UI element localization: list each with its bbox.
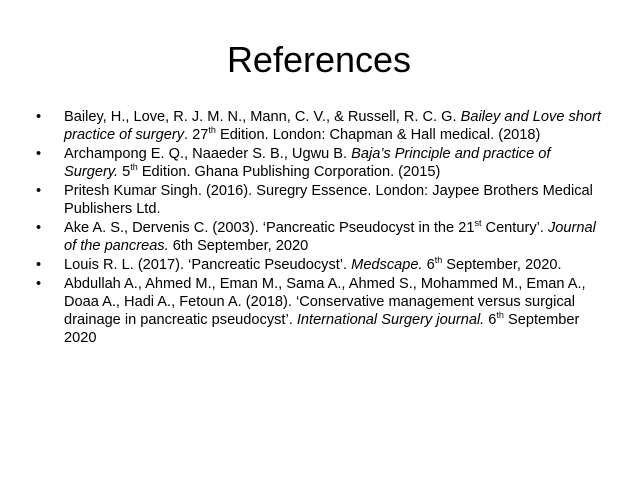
reference-list xyxy=(36,108,602,348)
bullet-icon: • xyxy=(36,183,42,199)
superscript: th xyxy=(496,310,504,321)
bullet-icon: • xyxy=(36,109,42,125)
reference-text: 6 xyxy=(422,257,435,273)
superscript: th xyxy=(130,162,138,173)
bullet-icon: • xyxy=(36,220,42,236)
reference-text: 5 xyxy=(118,164,131,180)
reference-title: Baja’s Principle and practice of Surgery. xyxy=(64,146,551,180)
reference-text: . 27 xyxy=(184,127,209,143)
slide-title: References xyxy=(226,39,412,80)
superscript: th xyxy=(434,255,443,266)
reference-text: Louis R. L. (2017). ‘Pancreatic Pseudocyst’. xyxy=(64,257,352,273)
reference-text: Archampong E. Q., Naaeder S. B., Ugwu B. xyxy=(64,146,352,162)
superscript: th xyxy=(208,125,216,136)
bullet-icon: • xyxy=(36,276,42,292)
reference-text: Pritesh Kumar Singh. (2016). Suregry Essence. London: Jaypee Brothers Medical Publishers Ltd. xyxy=(64,183,593,217)
bullet-icon: • xyxy=(36,257,42,273)
reference-item xyxy=(36,219,602,255)
reference-text: Century’. xyxy=(481,220,548,236)
reference-text: Bailey, H., Love, R. J. M. N., Mann, C. V., & Russell, R. C. G. xyxy=(64,109,461,125)
reference-title: Medscape. xyxy=(351,257,423,273)
reference-item xyxy=(36,108,602,144)
reference-item xyxy=(36,145,602,181)
reference-text: September, 2020. xyxy=(442,257,562,273)
reference-text: Edition. London: Chapman & Hall medical. (2018) xyxy=(215,127,541,143)
reference-title: Bailey and Love short practice of surgery xyxy=(64,109,601,143)
reference-title: International Surgery journal. xyxy=(296,312,485,328)
bullet-icon: • xyxy=(36,146,42,162)
reference-item xyxy=(36,256,602,274)
reference-item xyxy=(36,182,602,218)
reference-title: Journal of the pancreas. xyxy=(64,220,596,254)
reference-text: 6th September, 2020 xyxy=(168,238,309,254)
reference-text: 6 xyxy=(484,312,497,328)
reference-text: September 2020 xyxy=(64,312,580,346)
reference-text: Edition. Ghana Publishing Corporation. (2015) xyxy=(137,164,441,180)
reference-text: Abdullah A., Ahmed M., Eman M., Sama A., Ahmed S., Mohammed M., Eman A., Doaa A., Hadi A., Fetoun A. (2018). ‘Conservative management versus surgical drainage in pancreatic pseudocyst’. xyxy=(64,276,586,328)
reference-item xyxy=(36,275,602,347)
superscript: st xyxy=(474,218,482,229)
reference-text: Ake A. S., Dervenis C. (2003). ‘Pancreatic Pseudocyst in the 21 xyxy=(64,220,475,236)
